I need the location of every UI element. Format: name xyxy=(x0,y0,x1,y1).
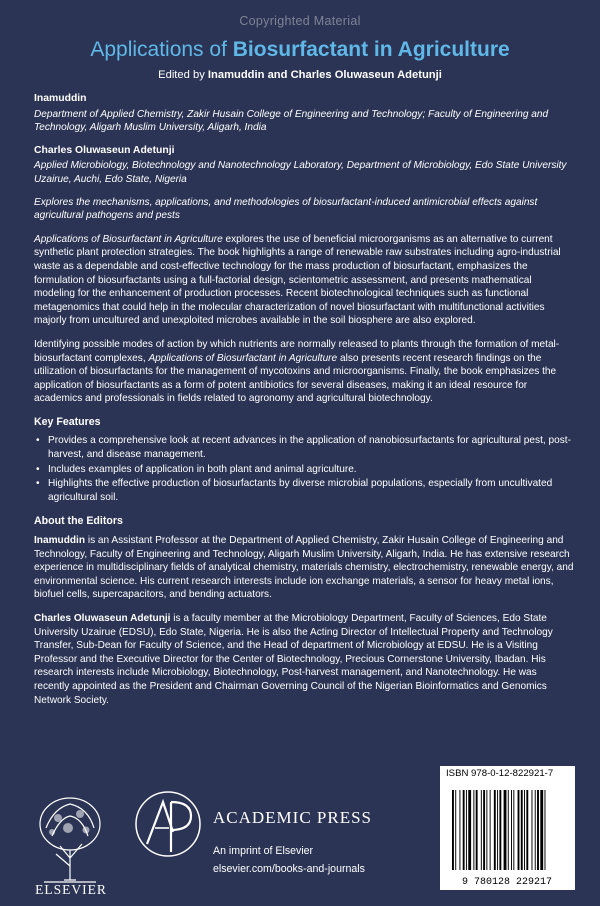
bio-name: Inamuddin xyxy=(34,535,86,547)
editor-name: Inamuddin xyxy=(34,93,87,104)
editor-affiliation: Department of Applied Chemistry, Zakir Husain College of Engineering and Technology; Faculty of Engineering and Technology, Aligarh Muslim University, Aligarh, India xyxy=(34,108,549,134)
editor-block-1 xyxy=(34,92,574,135)
barcode-bar xyxy=(468,790,471,870)
book-title-italic: Applications of Biosurfactant in Agriculture xyxy=(34,233,223,245)
barcode-bar xyxy=(518,790,520,870)
paragraph-text: explores the use of beneficial microorganisms as an alternative to current synthetic plant protection strategies. The book highlights a range of renewable raw substrates including agro-industrial waste as a dependable and cost-effective technology for the mass production of biosurfactant, emphasizes the formulation of biosurfactants using a full-factorial design, scientometric assessment, and presents mathematical modeling for the enhancement of production processes. Recent biotechnological techniques such as functional metagenomics that could help in the molecular characterization of novel biosurfactant with multifunctional activities majorly from uncultured and unexploited microbes available in the soil biosphere are also explored. xyxy=(34,233,561,327)
paragraph-text: Identifying possible modes of action by which nutrients are normally released to plants through the formation of metal-biosurfactant complexes, xyxy=(34,338,560,364)
barcode-bar xyxy=(532,790,533,870)
publisher-url: elsevier.com/books-and-journals xyxy=(213,863,365,875)
barcode-bar xyxy=(483,790,485,870)
barcode-bar xyxy=(511,790,512,870)
barcode-bar xyxy=(504,790,507,870)
list-item: • Provides a comprehensive look at recent advances in the application of nanobiosurfactants for agricultural pest, post-harvest, and disease management. xyxy=(34,434,574,461)
barcode-icon xyxy=(440,782,575,890)
barcode-bar xyxy=(524,790,525,870)
edited-by-names: Inamuddin and Charles Oluwaseun Adetunji xyxy=(207,69,442,81)
editor-bio-2 xyxy=(34,612,574,707)
bio-text: is an Assistant Professor at the Department of Applied Chemistry, Zakir Husain College of Engineering and Technology, Faculty of Engineering and Technology, Aligarh Muslim University, Aligarh, India. He has extensive research experience in multidisciplinary fields of analytical chemistry, materials chemistry, electrochemistry, renewable energy, and environmental science. His current research interests include ion exchange materials, a sensor for heavy metal ions, biofuel cells, supercapacitors, and bending actuators. xyxy=(34,535,574,601)
barcode-bar xyxy=(486,790,487,870)
barcode-bar xyxy=(452,790,454,870)
list-item: • Includes examples of application in both plant and animal agriculture. xyxy=(34,463,574,477)
barcode-bar xyxy=(499,790,501,870)
description-paragraph-2 xyxy=(34,338,574,406)
bio-name: Charles Oluwaseun Adetunji xyxy=(34,613,171,624)
barcode-bar xyxy=(535,790,536,870)
imprint-line: An imprint of Elsevier xyxy=(213,845,314,857)
academic-press-logo-icon xyxy=(133,788,203,860)
book-title xyxy=(0,38,600,62)
key-features-heading: Key Features xyxy=(34,415,101,428)
edited-by xyxy=(0,69,600,81)
list-item: • Highlights the effective production of biosurfactants by diverse microbial populations, especially from uncultivated agricultural soil. xyxy=(34,477,574,504)
about-editors-heading: About the Editors xyxy=(34,515,123,528)
barcode-bar xyxy=(490,790,491,870)
title-prefix: Applications of xyxy=(90,38,233,61)
bio-text: is a faculty member at the Microbiology Department, Faculty of Sciences, Edo State University Uzairue (EDSU), Edo State, Nigeria. He is also the Acting Director of Intellectual Property and Technology Transfer, Sub-Dean for Faculty of Science, and the Head of department of Microbiology at EDSU. He is a Visiting Professor and the Executive Director for the Center of Biotechnology, Precious Cornerstone University, Ibadan. His research interests include Microbiology, Biotechnology, Post-harvest management, and Nanotechnology. He was recently appointed as the President and Chairman Governing Council of the Nigerian Bioinformatics and Genomics Network Society. xyxy=(34,613,553,706)
edited-by-prefix: Edited by xyxy=(158,69,208,81)
barcode-bar xyxy=(497,790,498,870)
editor-name: Charles Oluwaseun Adetunji xyxy=(34,144,175,156)
description-paragraph-1 xyxy=(34,233,574,328)
editor-affiliation: Applied Microbiology, Biotechnology and Nanotechnology Laboratory, Department of Microbiology, Edo State University Uzairue, Auchi, Edo State, Nigeria xyxy=(34,160,567,185)
barcode-bar xyxy=(481,790,482,870)
barcode-bar xyxy=(513,790,514,870)
editor-bio-1 xyxy=(34,534,574,602)
isbn-barcode xyxy=(440,782,575,890)
copyright-watermark: Copyrighted Material xyxy=(239,14,361,28)
isbn-label: ISBN 978-0-12-822921-7 xyxy=(440,766,575,782)
elsevier-wordmark: ELSEVIER xyxy=(35,882,107,897)
barcode-bar xyxy=(540,790,543,870)
barcode-bar xyxy=(466,790,467,870)
barcode-bar xyxy=(508,790,509,870)
title-bold: Biosurfactant in Agriculture xyxy=(232,38,510,61)
barcode-bar xyxy=(526,790,528,870)
barcode-bar xyxy=(455,790,456,870)
barcode-bar xyxy=(473,790,474,870)
barcode-bar xyxy=(537,790,539,870)
barcode-bar xyxy=(521,790,523,870)
elsevier-tree-logo-icon xyxy=(32,788,108,896)
barcode-bar xyxy=(494,790,496,870)
barcode-bar xyxy=(545,790,546,870)
publisher-footer xyxy=(0,762,600,906)
barcode-bar xyxy=(463,790,465,870)
academic-press-name: ACADEMIC PRESS xyxy=(213,808,373,827)
paragraph-text: also presents recent research findings on the utilization of biosurfactants for the management of mycotoxins and microorganisms. Finally, the book emphasizes the application of biosurfactants as a form of potent antibiotics for several diseases, making it an ideal resource for academics and professionals in fields related to agronomy and agricultural biotechnology. xyxy=(34,352,557,405)
back-cover-text xyxy=(34,92,574,717)
tagline: Explores the mechanisms, applications, and methodologies of biosurfactant-induced antimicrobial effects against agricultural pathogens and pests xyxy=(34,196,538,222)
key-features-list xyxy=(34,434,574,504)
barcode-digits: 9 780128 229217 xyxy=(461,877,553,888)
book-title-italic: Applications of Biosurfactant in Agriculture xyxy=(148,352,338,364)
barcode-bar xyxy=(476,790,478,870)
editor-block-2 xyxy=(34,144,574,187)
barcode-bar xyxy=(459,790,460,870)
